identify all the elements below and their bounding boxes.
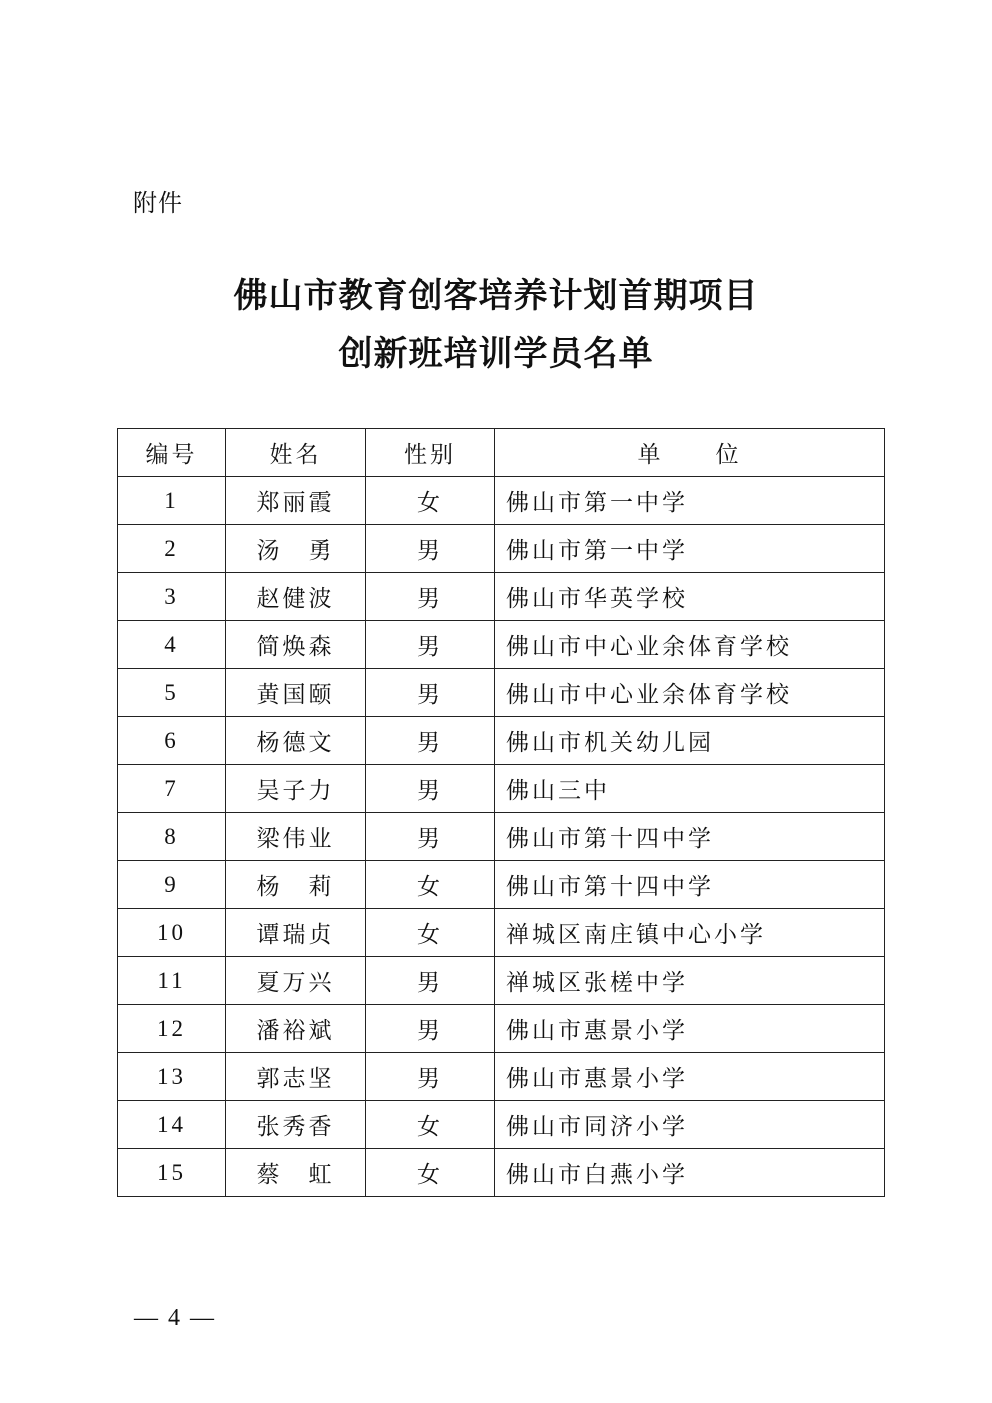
table-row: [118, 525, 885, 573]
cell-name: 郭志坚: [226, 1053, 366, 1101]
table-row: [118, 1005, 885, 1053]
cell-name: 潘裕斌: [226, 1005, 366, 1053]
table-row: [118, 717, 885, 765]
cell-number: 7: [118, 765, 226, 813]
cell-gender: 男: [366, 1053, 495, 1101]
cell-unit: 禅城区南庄镇中心小学: [495, 909, 885, 957]
table-row: [118, 1101, 885, 1149]
cell-gender: 男: [366, 525, 495, 573]
cell-unit: 佛山市第十四中学: [495, 813, 885, 861]
cell-name: 谭瑞贞: [226, 909, 366, 957]
cell-unit: 佛山市惠景小学: [495, 1053, 885, 1101]
header-name: 姓名: [226, 429, 366, 477]
cell-name: 张秀香: [226, 1101, 366, 1149]
cell-gender: 女: [366, 909, 495, 957]
cell-name: 杨 莉: [226, 861, 366, 909]
cell-name: 黄国颐: [226, 669, 366, 717]
header-unit: 单 位: [495, 429, 885, 477]
cell-unit: 佛山市第一中学: [495, 525, 885, 573]
cell-number: 8: [118, 813, 226, 861]
cell-number: 1: [118, 477, 226, 525]
cell-gender: 男: [366, 765, 495, 813]
attachment-label: 附件: [133, 189, 183, 217]
table-row: [118, 765, 885, 813]
cell-number: 9: [118, 861, 226, 909]
cell-gender: 男: [366, 957, 495, 1005]
cell-name: 汤 勇: [226, 525, 366, 573]
cell-number: 14: [118, 1101, 226, 1149]
cell-number: 10: [118, 909, 226, 957]
cell-gender: 男: [366, 621, 495, 669]
table-row: [118, 669, 885, 717]
cell-gender: 女: [366, 1101, 495, 1149]
table-row: [118, 573, 885, 621]
cell-number: 5: [118, 669, 226, 717]
cell-number: 15: [118, 1149, 226, 1197]
cell-number: 12: [118, 1005, 226, 1053]
cell-name: 杨德文: [226, 717, 366, 765]
cell-unit: 佛山市中心业余体育学校: [495, 621, 885, 669]
cell-unit: 佛山市同济小学: [495, 1101, 885, 1149]
table-header-row: [118, 429, 885, 477]
table-row: [118, 909, 885, 957]
cell-unit: 佛山市惠景小学: [495, 1005, 885, 1053]
cell-name: 郑丽霞: [226, 477, 366, 525]
cell-name: 赵健波: [226, 573, 366, 621]
cell-unit: 佛山市中心业余体育学校: [495, 669, 885, 717]
cell-gender: 男: [366, 1005, 495, 1053]
table-row: [118, 861, 885, 909]
cell-number: 6: [118, 717, 226, 765]
cell-number: 3: [118, 573, 226, 621]
table-row: [118, 477, 885, 525]
header-gender: 性别: [366, 429, 495, 477]
table-row: [118, 1149, 885, 1197]
cell-name: 蔡 虹: [226, 1149, 366, 1197]
cell-name: 吴子力: [226, 765, 366, 813]
cell-gender: 男: [366, 669, 495, 717]
cell-unit: 佛山三中: [495, 765, 885, 813]
cell-number: 2: [118, 525, 226, 573]
cell-unit: 佛山市华英学校: [495, 573, 885, 621]
cell-gender: 男: [366, 717, 495, 765]
cell-gender: 男: [366, 813, 495, 861]
cell-name: 梁伟业: [226, 813, 366, 861]
cell-gender: 女: [366, 1149, 495, 1197]
table-row: [118, 621, 885, 669]
document-title-line-1: 佛山市教育创客培养计划首期项目: [233, 276, 759, 316]
table-body: [118, 477, 885, 1197]
cell-number: 4: [118, 621, 226, 669]
cell-number: 11: [118, 957, 226, 1005]
cell-unit: 佛山市机关幼儿园: [495, 717, 885, 765]
cell-name: 简焕森: [226, 621, 366, 669]
cell-gender: 女: [366, 477, 495, 525]
cell-unit: 禅城区张槎中学: [495, 957, 885, 1005]
header-number: 编号: [118, 429, 226, 477]
page-number: — 4 —: [134, 1305, 216, 1331]
cell-name: 夏万兴: [226, 957, 366, 1005]
cell-unit: 佛山市第一中学: [495, 477, 885, 525]
table-row: [118, 1053, 885, 1101]
document-title-line-2: 创新班培训学员名单: [338, 334, 654, 374]
cell-unit: 佛山市白燕小学: [495, 1149, 885, 1197]
cell-unit: 佛山市第十四中学: [495, 861, 885, 909]
table-row: [118, 957, 885, 1005]
cell-number: 13: [118, 1053, 226, 1101]
cell-gender: 男: [366, 573, 495, 621]
table-row: [118, 813, 885, 861]
trainee-roster-table: [117, 428, 885, 1197]
cell-gender: 女: [366, 861, 495, 909]
